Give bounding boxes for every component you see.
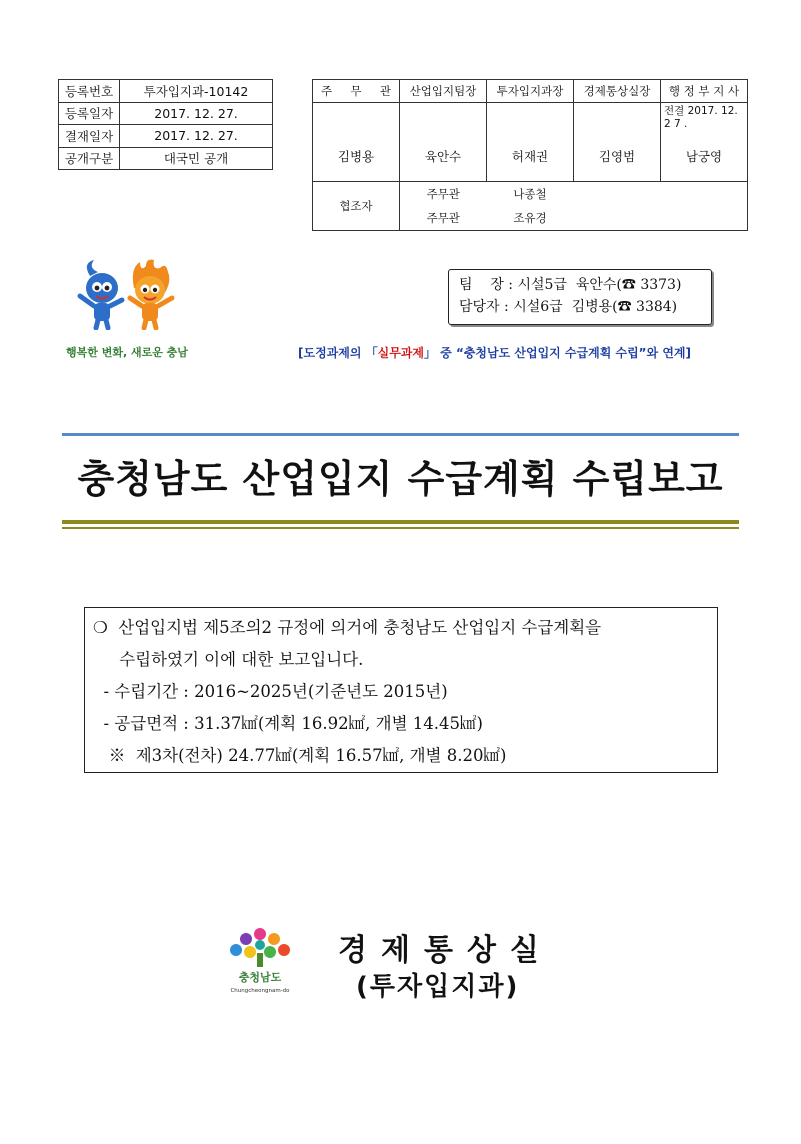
cooperator-name: 조유경 bbox=[487, 206, 574, 231]
reg-value: 2017. 12. 27. bbox=[120, 102, 273, 125]
approver-name: 김병용 bbox=[337, 149, 375, 164]
approval-table bbox=[312, 79, 748, 231]
contact-person-in-charge: 담당자 : 시설6급 김병용(☎ 3384) bbox=[459, 299, 678, 315]
approver-name: 김영범 bbox=[598, 149, 636, 164]
contact-team-leader: 팀 장 : 시설5급 육안수(☎ 3373) bbox=[459, 277, 682, 293]
approval-header: 행 정 부 지 사 bbox=[661, 80, 748, 103]
reg-label: 등록번호 bbox=[59, 80, 120, 103]
summary-line: - 공급면적 : 31.37㎢(계획 16.92㎢, 개별 14.45㎢) bbox=[93, 714, 483, 733]
approval-signature bbox=[487, 103, 574, 182]
department-name: 경제통상실 bbox=[338, 933, 553, 968]
approver-name: 남궁영 bbox=[685, 149, 723, 164]
approval-signature bbox=[661, 103, 748, 182]
slogan: 행복한 변화, 새로운 충남 bbox=[66, 346, 188, 359]
summary-box bbox=[84, 607, 718, 773]
title-top-rule bbox=[62, 433, 739, 436]
linkage-pre: [도정과제의 「 bbox=[298, 346, 378, 360]
summary-line: ❍ 산업입지법 제5조의2 규정에 의거에 충청남도 산업입지 수급계획을 bbox=[93, 618, 602, 637]
cooperator-label: 협조자 bbox=[313, 182, 400, 231]
department-subname: (투자입지과) bbox=[356, 972, 520, 1002]
task-linkage-note bbox=[298, 344, 691, 361]
page-title: 충청남도 산업입지 수급계획 수립보고 bbox=[77, 457, 724, 501]
approval-header: 산업입지팀장 bbox=[400, 80, 487, 103]
title-bottom-rule-thin bbox=[62, 527, 739, 529]
mascot-illustration bbox=[72, 258, 182, 330]
linkage-highlight: 실무과제 bbox=[377, 346, 424, 360]
linkage-post: 」 중 “충청남도 산업입지 수급계획 수립”와 연계] bbox=[424, 346, 691, 360]
approval-header: 주 무 관 bbox=[313, 80, 400, 103]
approval-header: 경제통상실장 bbox=[574, 80, 661, 103]
title-bottom-rule bbox=[62, 520, 739, 524]
reg-value: 2017. 12. 27. bbox=[120, 125, 273, 148]
reg-label: 공개구분 bbox=[59, 147, 120, 170]
contact-box bbox=[448, 269, 712, 325]
emblem-name: 충청남도 bbox=[238, 971, 282, 984]
cooperator-role: 주무관 bbox=[400, 206, 487, 231]
chungnam-emblem bbox=[222, 926, 298, 998]
reg-value: 대국민 공개 bbox=[120, 147, 273, 170]
cooperator-name: 나종철 bbox=[487, 182, 574, 207]
summary-line: ※ 제3차(전차) 24.77㎢(계획 16.57㎢, 개별 8.20㎢) bbox=[93, 746, 507, 765]
approver-name: 허재권 bbox=[511, 149, 549, 164]
registration-table bbox=[58, 79, 273, 170]
reg-label: 결재일자 bbox=[59, 125, 120, 148]
approval-signature bbox=[574, 103, 661, 182]
final-approval-date: 전결 2017. 12. 2 7 . bbox=[664, 105, 738, 130]
cooperator-role: 주무관 bbox=[400, 182, 487, 207]
summary-line: - 수립기간 : 2016~2025년(기준년도 2015년) bbox=[93, 682, 448, 701]
approval-signature bbox=[400, 103, 487, 182]
approval-signature bbox=[313, 103, 400, 182]
approver-name: 육안수 bbox=[424, 149, 462, 164]
reg-label: 등록일자 bbox=[59, 102, 120, 125]
emblem-sub: Chungcheongnam-do bbox=[230, 988, 290, 994]
reg-value: 투자입지과-10142 bbox=[120, 80, 273, 103]
summary-line: 수립하였기 이에 대한 보고입니다. bbox=[93, 650, 364, 669]
approval-header: 투자입지과장 bbox=[487, 80, 574, 103]
